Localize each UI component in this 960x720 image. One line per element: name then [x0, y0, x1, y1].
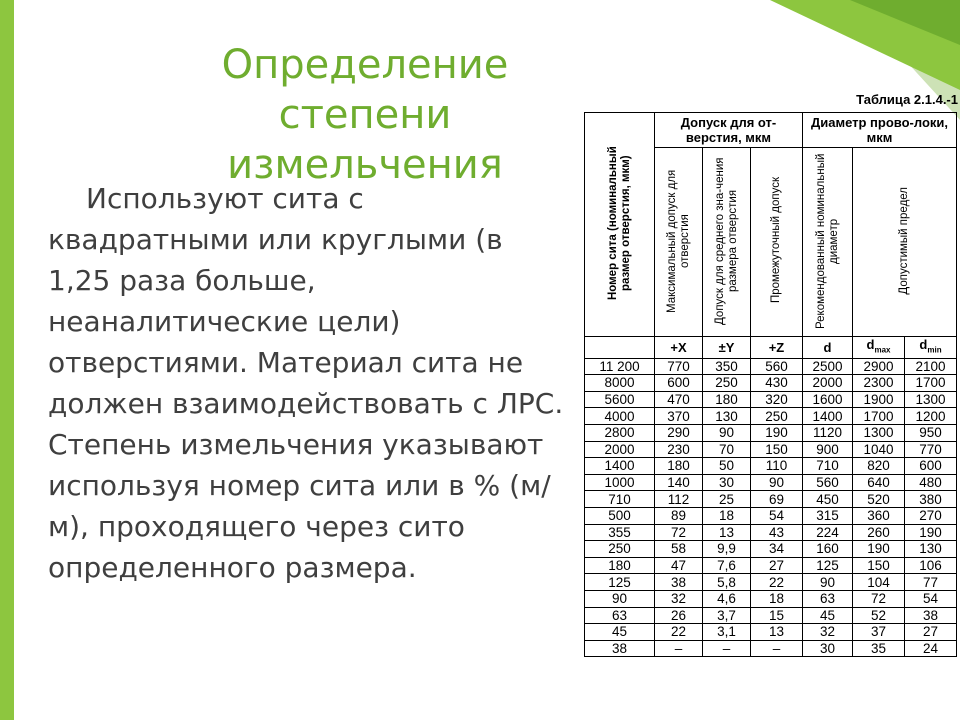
table-cell: 104 — [853, 574, 905, 591]
table-cell: 130 — [703, 408, 751, 425]
table-cell: 1000 — [585, 474, 655, 491]
table-cell: 360 — [853, 507, 905, 524]
table-cell: 900 — [803, 441, 853, 458]
table-cell: – — [655, 640, 703, 657]
slide-title — [150, 40, 580, 190]
table-cell: 2900 — [853, 358, 905, 375]
table-cell: – — [703, 640, 751, 657]
table-cell: 710 — [585, 491, 655, 508]
table-cell: 47 — [655, 557, 703, 574]
table-cell: 11 200 — [585, 358, 655, 375]
symbol-empty — [585, 337, 655, 359]
table-cell: 260 — [853, 524, 905, 541]
table-cell: 50 — [703, 458, 751, 475]
table-cell: 1200 — [905, 408, 957, 425]
table-cell: 52 — [853, 607, 905, 624]
table-cell: 90 — [703, 424, 751, 441]
table-cell: 63 — [803, 590, 853, 607]
table-row — [585, 424, 957, 441]
table-cell: 18 — [751, 590, 803, 607]
table-cell: 710 — [803, 458, 853, 475]
table-caption: Таблица 2.1.4.-1 — [856, 92, 958, 107]
table-row — [585, 590, 957, 607]
table-cell: 270 — [905, 507, 957, 524]
table-cell: 34 — [751, 541, 803, 558]
table-row — [585, 491, 957, 508]
table-cell: 190 — [853, 541, 905, 558]
table-cell: 8000 — [585, 375, 655, 392]
table-cell: 230 — [655, 441, 703, 458]
table-cell: 9,9 — [703, 541, 751, 558]
table-cell: 190 — [751, 424, 803, 441]
table-cell: 160 — [803, 541, 853, 558]
table-cell: 1900 — [853, 391, 905, 408]
table-cell: 470 — [655, 391, 703, 408]
table-cell: 43 — [751, 524, 803, 541]
table-row — [585, 541, 957, 558]
table-cell: 89 — [655, 507, 703, 524]
table-cell: 110 — [751, 458, 803, 475]
table-cell: 70 — [703, 441, 751, 458]
table-cell: 38 — [585, 640, 655, 657]
table-cell: 500 — [585, 507, 655, 524]
table-cell: 180 — [655, 458, 703, 475]
table-row — [585, 474, 957, 491]
table-cell: 140 — [655, 474, 703, 491]
header-recommended-diameter: Рекомендованный номинальный диаметр — [803, 148, 853, 337]
table-cell: 30 — [803, 640, 853, 657]
table-cell: 3,1 — [703, 624, 751, 641]
table-cell: 640 — [853, 474, 905, 491]
body-text: Используют сита с квадратными или круглыми (в 1,25 раза больше, неаналитические цели) отверстиями. Материал сита не должен взаимодействовать с ЛРС. Степень измельчения указывают используя номер сита или в % (м/м), проходящего через сито определенного размера. — [48, 182, 564, 584]
table-cell: 130 — [905, 541, 957, 558]
table-cell: 180 — [703, 391, 751, 408]
table-cell: 1700 — [853, 408, 905, 425]
table-cell: 770 — [905, 441, 957, 458]
table-cell: 27 — [751, 557, 803, 574]
table-cell: 7,6 — [703, 557, 751, 574]
table-cell: 2000 — [585, 441, 655, 458]
table-cell: 112 — [655, 491, 703, 508]
table-row — [585, 624, 957, 641]
table-cell: 1600 — [803, 391, 853, 408]
table-cell: 150 — [751, 441, 803, 458]
table-cell: 69 — [751, 491, 803, 508]
table-row — [585, 640, 957, 657]
table-cell: 770 — [655, 358, 703, 375]
table-cell: 2500 — [803, 358, 853, 375]
table-cell: 54 — [905, 590, 957, 607]
table-cell: 90 — [751, 474, 803, 491]
symbol-z: +Z — [751, 337, 803, 359]
table-cell: 380 — [905, 491, 957, 508]
table-cell: 38 — [905, 607, 957, 624]
table-cell: 2800 — [585, 424, 655, 441]
table-cell: 22 — [751, 574, 803, 591]
table-cell: 77 — [905, 574, 957, 591]
table-cell: 72 — [853, 590, 905, 607]
table-cell: 5600 — [585, 391, 655, 408]
symbol-x: +X — [655, 337, 703, 359]
table-cell: 820 — [853, 458, 905, 475]
table-row — [585, 358, 957, 375]
table-row — [585, 375, 957, 392]
table-row — [585, 441, 957, 458]
table-cell: – — [751, 640, 803, 657]
table-cell: 18 — [703, 507, 751, 524]
table-cell: 1120 — [803, 424, 853, 441]
table-cell: 45 — [803, 607, 853, 624]
table-cell: 4000 — [585, 408, 655, 425]
table-body — [585, 358, 957, 657]
table-cell: 250 — [703, 375, 751, 392]
table-cell: 290 — [655, 424, 703, 441]
table-cell: 190 — [905, 524, 957, 541]
table-cell: 1400 — [803, 408, 853, 425]
symbol-dmin: $d_{min}$ — [905, 337, 957, 359]
table-row — [585, 524, 957, 541]
table-cell: 27 — [905, 624, 957, 641]
header-intermediate-tolerance: Промежуточный допуск — [751, 148, 803, 337]
table-cell: 430 — [751, 375, 803, 392]
table-cell: 15 — [751, 607, 803, 624]
header-max-tolerance: Максимальный допуск для отверстия — [655, 148, 703, 337]
table-cell: 1040 — [853, 441, 905, 458]
table-cell: 2300 — [853, 375, 905, 392]
table-cell: 600 — [655, 375, 703, 392]
table-cell: 5,8 — [703, 574, 751, 591]
table-cell: 250 — [585, 541, 655, 558]
table-cell: 560 — [803, 474, 853, 491]
table-row — [585, 557, 957, 574]
table-cell: 13 — [703, 524, 751, 541]
symbol-d: d — [803, 337, 853, 359]
sieve-table — [584, 112, 957, 657]
table-cell: 45 — [585, 624, 655, 641]
table-cell: 450 — [803, 491, 853, 508]
table-cell: 106 — [905, 557, 957, 574]
header-wire-group: Диаметр прово-локи, мкм — [803, 113, 957, 148]
symbol-y: ±Y — [703, 337, 751, 359]
table-cell: 54 — [751, 507, 803, 524]
table-cell: 1700 — [905, 375, 957, 392]
table-cell: 38 — [655, 574, 703, 591]
title-line-2: измельчения — [227, 142, 503, 188]
table-cell: 350 — [703, 358, 751, 375]
table-cell: 125 — [803, 557, 853, 574]
table-row — [585, 391, 957, 408]
table-cell: 58 — [655, 541, 703, 558]
table-cell: 315 — [803, 507, 853, 524]
table-cell: 30 — [703, 474, 751, 491]
table-cell: 25 — [703, 491, 751, 508]
table-cell: 90 — [585, 590, 655, 607]
table-row — [585, 408, 957, 425]
table-cell: 4,6 — [703, 590, 751, 607]
table-cell: 32 — [655, 590, 703, 607]
table-cell: 35 — [853, 640, 905, 657]
table-cell: 24 — [905, 640, 957, 657]
table-cell: 125 — [585, 574, 655, 591]
table-cell: 320 — [751, 391, 803, 408]
table-cell: 520 — [853, 491, 905, 508]
table-cell: 180 — [585, 557, 655, 574]
table-row — [585, 458, 957, 475]
table-cell: 90 — [803, 574, 853, 591]
table-cell: 1300 — [905, 391, 957, 408]
table-cell: 22 — [655, 624, 703, 641]
table-cell: 600 — [905, 458, 957, 475]
table-row — [585, 507, 957, 524]
table-cell: 13 — [751, 624, 803, 641]
table-cell: 2000 — [803, 375, 853, 392]
table-cell: 950 — [905, 424, 957, 441]
table-cell: 32 — [803, 624, 853, 641]
table-cell: 370 — [655, 408, 703, 425]
table-cell: 37 — [853, 624, 905, 641]
table-cell: 3,7 — [703, 607, 751, 624]
symbol-dmax: $d_{max}$ — [853, 337, 905, 359]
table-row — [585, 574, 957, 591]
table-cell: 250 — [751, 408, 803, 425]
table-cell: 1400 — [585, 458, 655, 475]
table-cell: 2100 — [905, 358, 957, 375]
header-sieve: Номер сита (номинальный размер отверстия, мкм) — [585, 113, 655, 337]
table-cell: 72 — [655, 524, 703, 541]
table-cell: 1300 — [853, 424, 905, 441]
table-cell: 355 — [585, 524, 655, 541]
table-row — [585, 607, 957, 624]
header-mean-tolerance: Допуск для среднего зна-чения размера отверстия — [703, 148, 751, 337]
table-cell: 63 — [585, 607, 655, 624]
header-tolerance-group: Допуск для от-верстия, мкм — [655, 113, 803, 148]
table-cell: 224 — [803, 524, 853, 541]
table-cell: 26 — [655, 607, 703, 624]
table-cell: 560 — [751, 358, 803, 375]
table-cell: 480 — [905, 474, 957, 491]
table-cell: 150 — [853, 557, 905, 574]
header-allowed-limit: Допустимый предел — [853, 148, 957, 337]
title-line-1: Определение степени — [221, 42, 509, 138]
accent-bar — [0, 0, 14, 720]
